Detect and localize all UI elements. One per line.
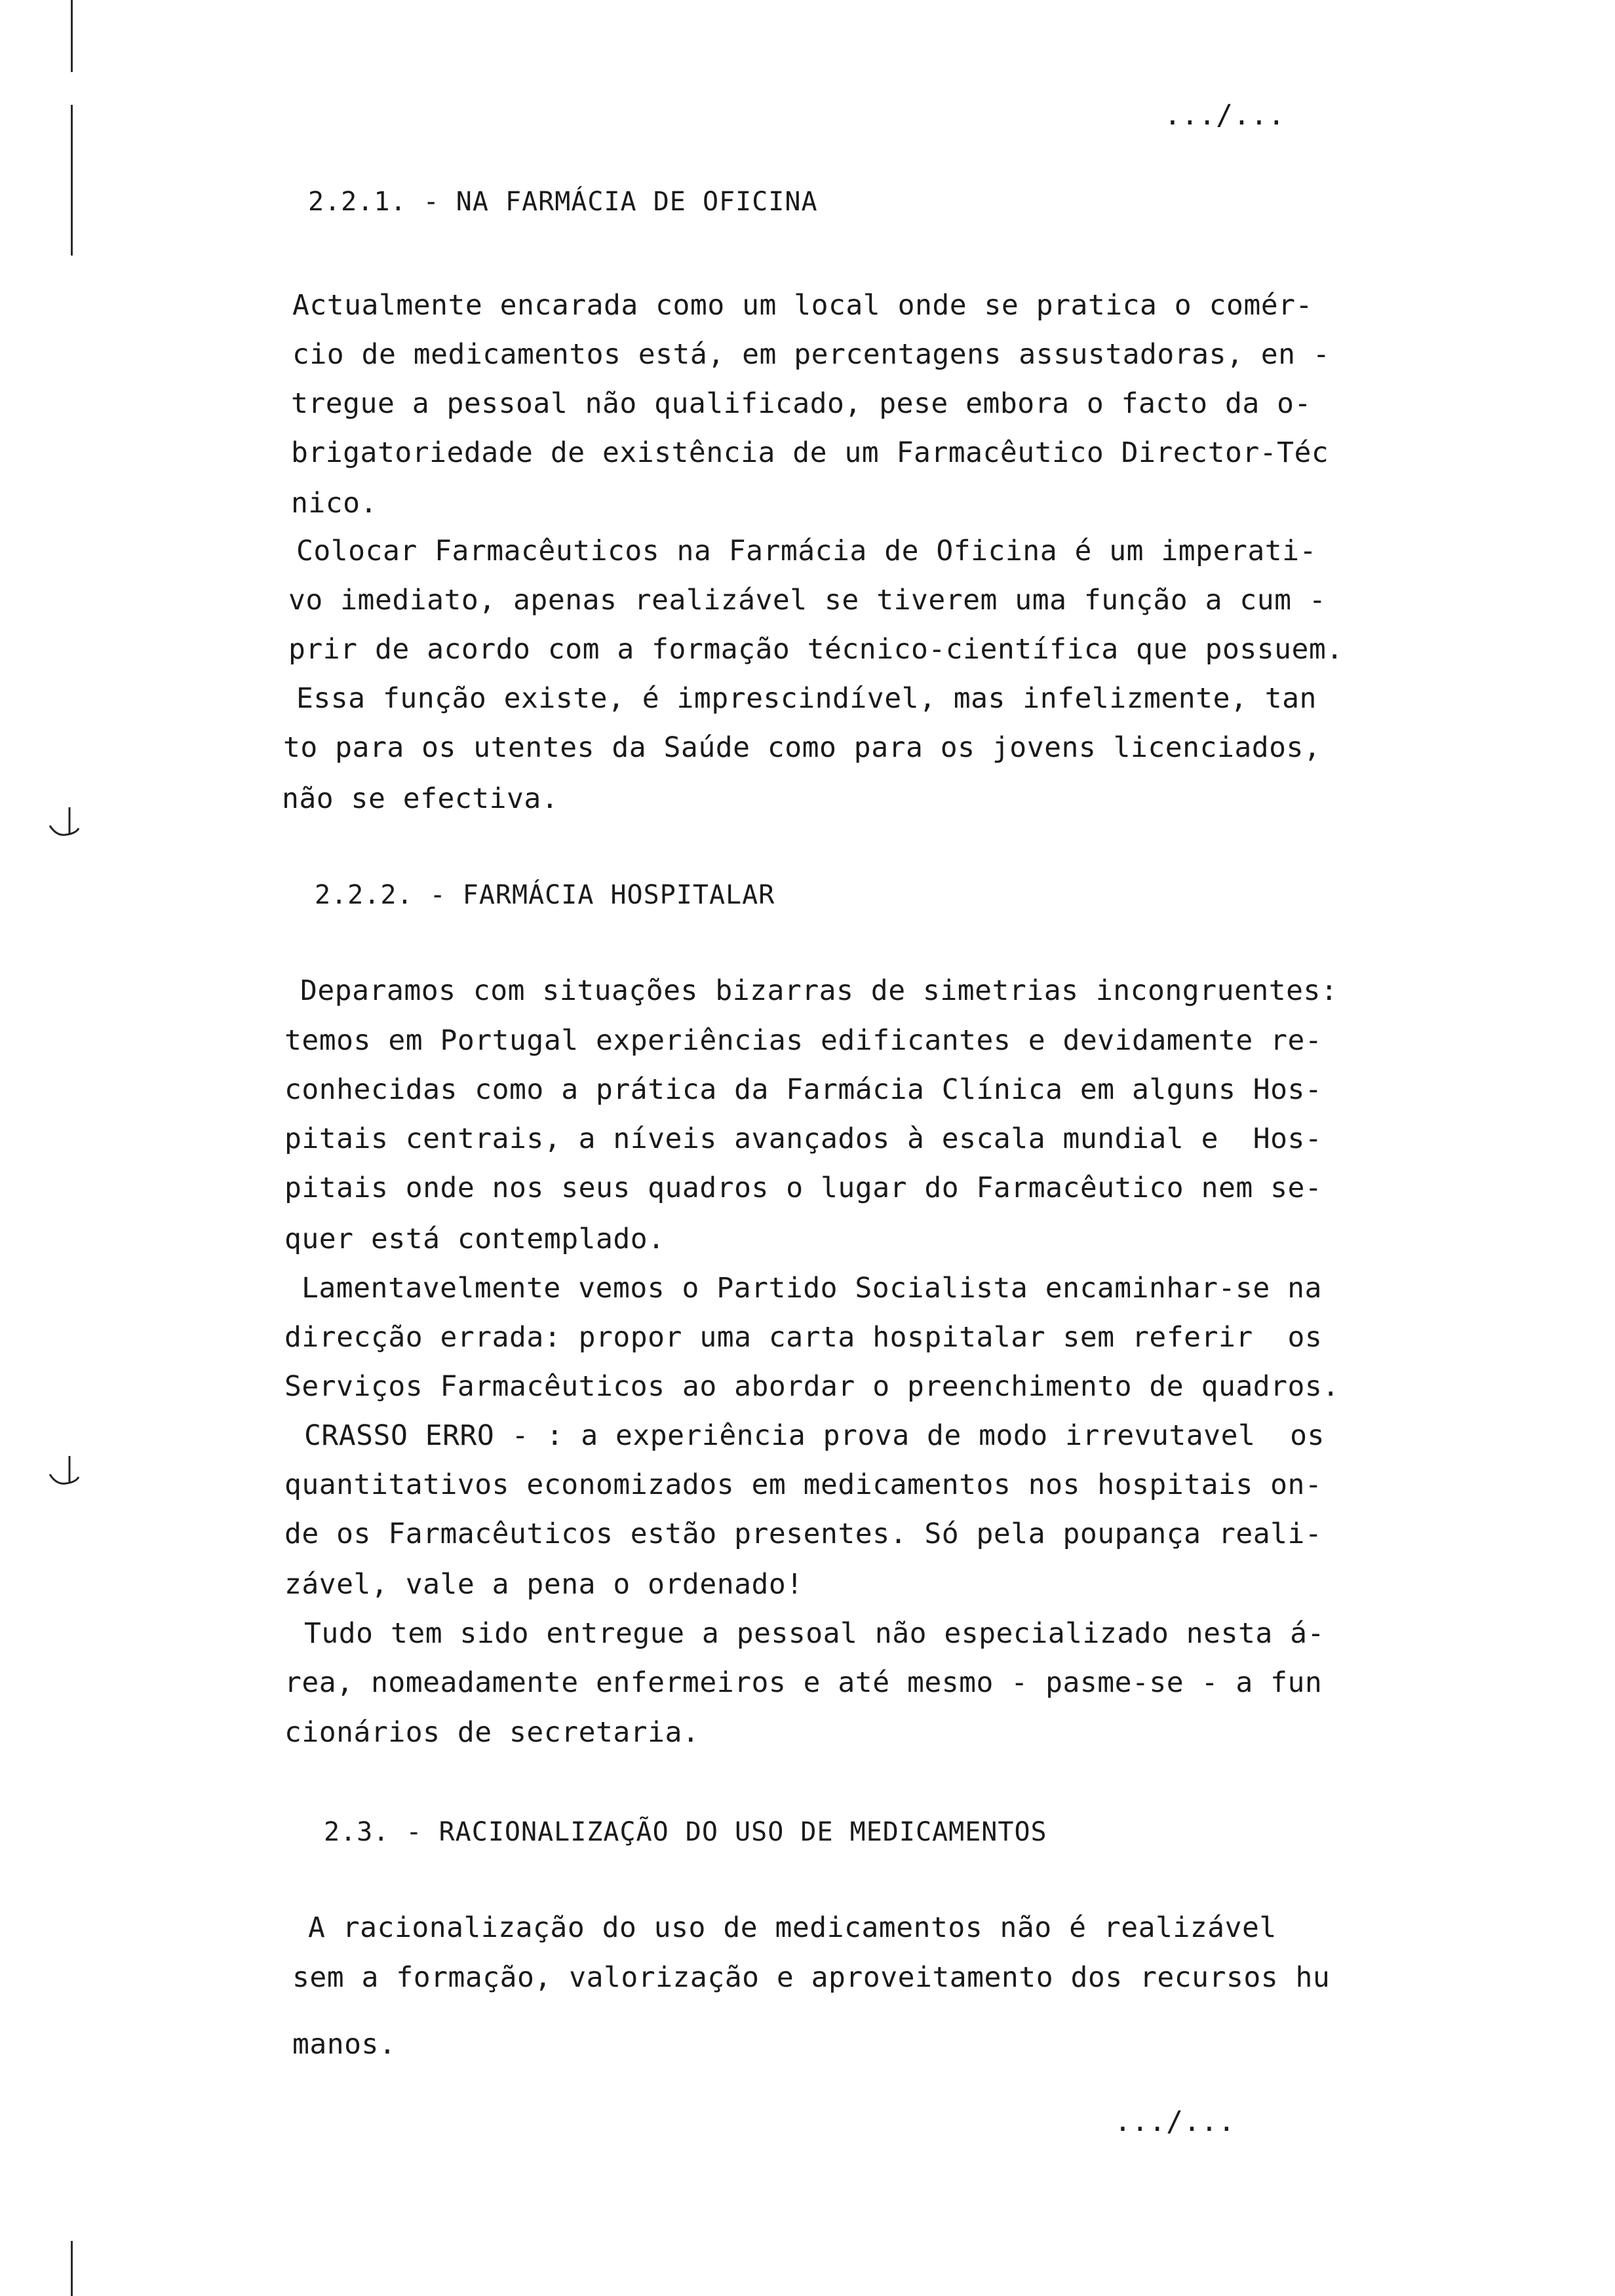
page-continuation-top: .../... — [1164, 99, 1285, 132]
paragraph-line: Colocar Farmacêuticos na Farmácia de Oficina é um imperati- — [296, 535, 1317, 567]
paragraph-line: Deparamos com situações bizarras de simetrias incongruentes: — [300, 974, 1338, 1007]
binding-hole-mark-lower — [47, 1455, 81, 1489]
paragraph-line: prir de acordo com a formação técnico-científica que possuem. — [288, 633, 1344, 666]
margin-line-top — [71, 0, 73, 72]
paragraph-line: Lamentavelmente vemos o Partido Socialista encaminhar-se na — [302, 1272, 1322, 1305]
paragraph-line: conhecidas como a prática da Farmácia Clínica em alguns Hos- — [284, 1073, 1323, 1106]
paragraph-line: rea, nomeadamente enfermeiros e até mesmo - pasme-se - a fun — [284, 1666, 1323, 1699]
paragraph-line: manos. — [292, 2028, 397, 2061]
paragraph-line: Serviços Farmacêuticos ao abordar o preenchimento de quadros. — [284, 1370, 1340, 1403]
paragraph-line: zável, vale a pena o ordenado! — [284, 1568, 804, 1601]
section-heading-2-3: 2.3. - RACIONALIZAÇÃO DO USO DE MEDICAMENTOS — [324, 1817, 1047, 1847]
paragraph-line: Essa função existe, é imprescindível, mas infelizmente, tan — [296, 682, 1317, 715]
paragraph-line: nico. — [291, 487, 378, 520]
margin-line-upper — [71, 105, 73, 256]
paragraph-line: de os Farmacêuticos estão presentes. Só pela poupança reali- — [284, 1518, 1323, 1550]
page-continuation-bottom: .../... — [1114, 2105, 1236, 2138]
section-heading-2-2-1: 2.2.1. - NA FARMÁCIA DE OFICINA — [308, 187, 818, 217]
binding-hole-mark — [47, 806, 81, 840]
paragraph-line: quantitativos economizados em medicamentos nos hospitais on- — [284, 1468, 1323, 1501]
paragraph-line: não se efectiva. — [282, 782, 559, 815]
paragraph-line: vo imediato, apenas realizável se tiverem uma função a cum - — [288, 584, 1327, 617]
paragraph-line: brigatoriedade de existência de um Farmacêutico Director-Téc — [291, 436, 1329, 469]
paragraph-line: pitais onde nos seus quadros o lugar do Farmacêutico nem se- — [284, 1172, 1323, 1204]
paragraph-line: temos em Portugal experiências edificantes e devidamente re- — [284, 1024, 1323, 1057]
paragraph-line: direcção errada: propor uma carta hospitalar sem referir os — [284, 1321, 1323, 1354]
paragraph-line: Tudo tem sido entregue a pessoal não especializado nesta á- — [304, 1617, 1325, 1650]
paragraph-line: CRASSO ERRO - : a experiência prova de modo irrevutavel os — [304, 1419, 1325, 1452]
paragraph-line: cionários de secretaria. — [284, 1716, 700, 1749]
paragraph-line: tregue a pessoal não qualificado, pese embora o facto da o- — [291, 387, 1312, 420]
paragraph-line: cio de medicamentos está, em percentagens assustadoras, en - — [292, 338, 1331, 371]
paragraph-line: A racionalização do uso de medicamentos não é realizável — [308, 1911, 1277, 1944]
section-heading-2-2-2: 2.2.2. - FARMÁCIA HOSPITALAR — [315, 880, 775, 910]
paragraph-line: Actualmente encarada como um local onde se pratica o comér- — [292, 289, 1313, 322]
paragraph-line: to para os utentes da Saúde como para os jovens licenciados, — [283, 731, 1321, 764]
margin-line-bottom — [71, 2241, 73, 2296]
paragraph-line: quer está contemplado. — [284, 1223, 665, 1255]
paragraph-line: pitais centrais, a níveis avançados à escala mundial e Hos- — [284, 1122, 1323, 1155]
paragraph-line: sem a formação, valorização e aproveitamento dos recursos hu — [292, 1961, 1331, 1994]
